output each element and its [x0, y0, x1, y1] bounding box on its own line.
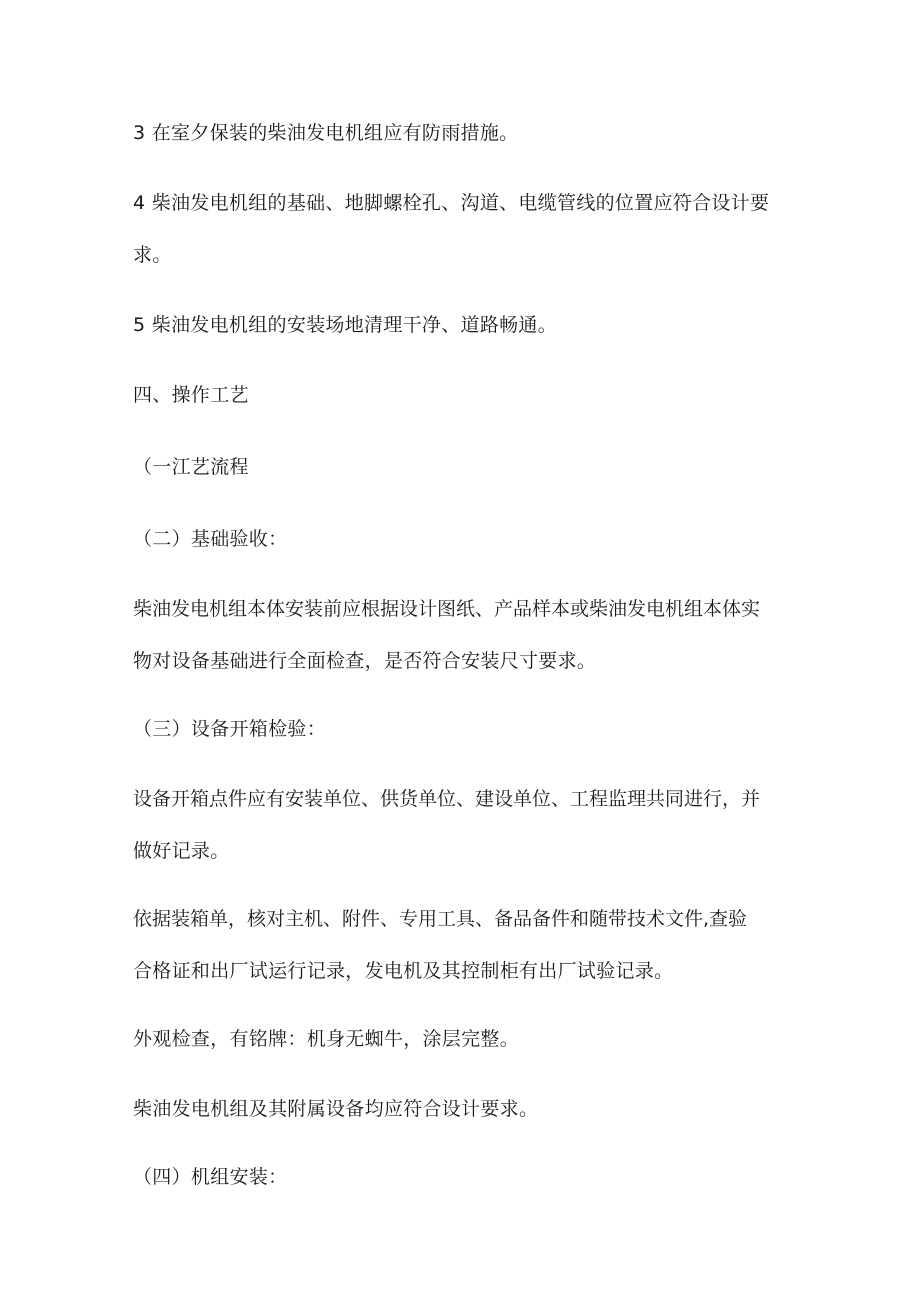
paragraph-line: 柴油发电机组及其附属设备均应符合设计要求。	[133, 1098, 539, 1120]
paragraph-line: 5 柴油发电机组的安装场地清理干净、道路畅通。	[133, 314, 558, 336]
paragraph-line: 柴油发电机组本体安装前应根据设计图纸、产品样本或柴油发电机组本体实	[133, 598, 761, 620]
paragraph-line: 设备开箱点件应有安装单位、供货单位、建设单位、工程监理共同进行，并	[133, 788, 761, 810]
paragraph-line: 4 柴油发电机组的基础、地脚螺栓孔、沟道、电缆管线的位置应符合设计要	[133, 192, 770, 214]
paragraph-line: 依据装箱单，核对主机、附件、专用工具、备品备件和随带技术文件,查验	[133, 908, 748, 930]
section-heading: 四、操作工艺	[133, 384, 249, 406]
subsection-heading: （一江艺流程	[133, 456, 249, 478]
paragraph-line: 求。	[133, 244, 172, 266]
paragraph-line: 3 在室夕保装的柴油发电机组应有防雨措施。	[133, 122, 519, 144]
paragraph-line: 外观检查，有铭牌：机身无蜘牛，涂层完整。	[133, 1028, 520, 1050]
paragraph-line: 物对设备基础进行全面检查，是否符合安装尺寸要求。	[133, 650, 597, 672]
paragraph-line: 做好记录。	[133, 840, 230, 862]
subsection-heading: （二）基础验收：	[133, 528, 288, 550]
paragraph-line: 合格证和出厂试运行记录，发电机及其控制柜有出厂试验记录。	[133, 960, 674, 982]
subsection-heading: （三）设备开箱检验：	[133, 718, 327, 740]
subsection-heading: （四）机组安装：	[133, 1166, 288, 1188]
